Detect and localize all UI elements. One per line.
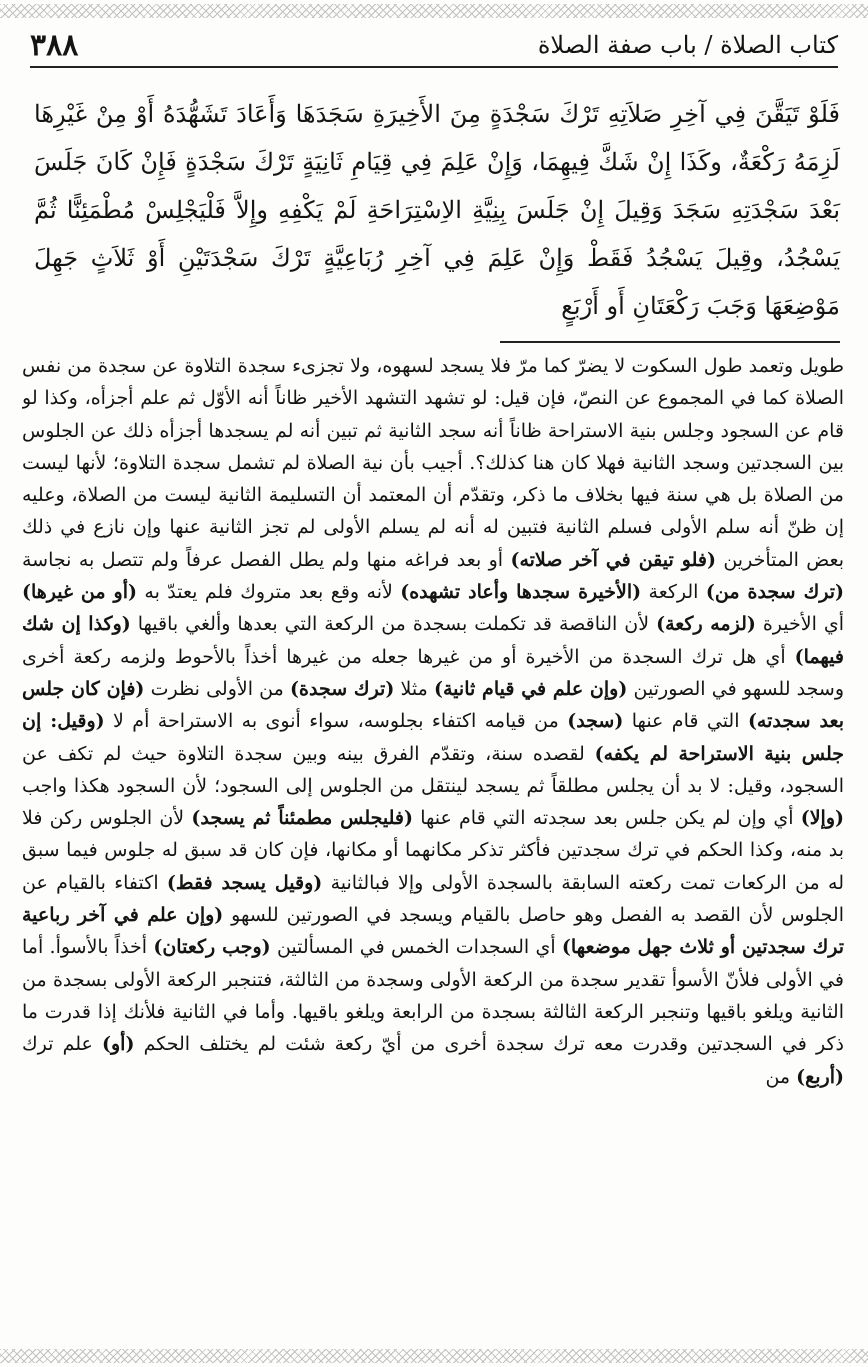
running-title: كتاب الصلاة / باب صفة الصلاة bbox=[537, 31, 838, 59]
commentary-segment: التي قام عنها bbox=[623, 710, 748, 733]
matn-text: فَلَوْ تَيَقَّنَ فِي آخِرِ صَلاَتِهِ تَرْكَ سَجْدَةٍ مِنَ الأَخِيرَةِ سَجَدَهَا وَأَعَادَ تَشَهُّدَهُ أَوْ مِنْ غَيْرِهَا لَزِمَهُ رَكْعَةٌ، وكَذَا إِنْ شَكَّ فِيهِمَا، وَإِنْ عَلِمَ فِي قِيَامِ ثَانِيَةٍ تَرْكَ سَجْدَةٍ فَإِنْ كَانَ جَلَسَ بَعْدَ سَجْدَتِهِ سَجَدَ وَقِيلَ إِنْ جَلَسَ بِنِيَّةِ الاِسْتِرَاحَةِ لَمْ يَكْفِهِ وإِلاَّ فَلْيَجْلِسْ مُطْمَئِنًّا ثُمَّ يَسْجُدُ، وقِيلَ يَسْجُدُ فَقَطْ وَإِنْ عَلِمَ فِي آخِرِ رُبَاعِيَّةٍ تَرْكَ سَجْدَتَيْنِ أَوْ ثَلاَثٍ جَهِلَ مَوْضِعَهَا وَجَبَ رَكْعَتَانِ أَو أَرْبَعٍ bbox=[34, 100, 841, 320]
commentary-segment: من bbox=[765, 1065, 797, 1088]
page-number: ٣٨٨ bbox=[30, 27, 79, 63]
commentary-segment: لأنه وقع بعد متروك فلم يعتدّ به bbox=[137, 581, 401, 604]
matn-quote: (الأخيرة سجدها وأعاد تشهده) bbox=[400, 581, 642, 604]
commentary-segment: أي وإن لم يكن جلس بعد سجدته التي قام عنها bbox=[412, 807, 801, 830]
matn-quote: (لزمه ركعة) bbox=[656, 613, 756, 636]
commentary-text bbox=[22, 350, 844, 1320]
top-ornament-border bbox=[0, 4, 868, 18]
commentary-segment: أي الأخيرة bbox=[755, 613, 844, 636]
matn-quote: (ترك سجدة من) bbox=[705, 581, 844, 604]
commentary-segment: أو بعد فراغه منها ولم يطل الفصل عرفاً ولم تتصل به نجاسة bbox=[22, 548, 511, 571]
matn-quote: (وقيل: إن جلس بنية الاستراحة لم يكفه) bbox=[22, 710, 844, 765]
commentary-segment: من قيامه اكتفاء بجلوسه، سواء أنوى به الاستراحة أم لا bbox=[104, 710, 568, 733]
commentary-segment: مثلا bbox=[394, 677, 434, 700]
commentary-segment: علم ترك bbox=[22, 1033, 103, 1056]
page-header bbox=[30, 24, 838, 68]
matn-quote: (فليجلس مطمئناً ثم يسجد) bbox=[191, 807, 413, 830]
commentary-segment: لأن الناقصة قد تكملت بسجدة من الركعة التي بعدها وألغي باقيها bbox=[130, 613, 657, 636]
commentary-segment: اكتفاء بالقيام عن الجلوس لأن القصد به الفصل وهو حاصل بالقيام ويسجد في الصورتين للسهو bbox=[22, 871, 844, 927]
matn-quote: (وكذا إن شك فيهما) bbox=[22, 613, 844, 668]
matn-quote: (فإن كان جلس بعد سجدته) bbox=[22, 677, 844, 733]
commentary-segment: لأن الجلوس ركن فلا بد منه، وكذا الحكم في ترك سجدتين فأكثر تذكر مكانهما أو مكانها، فإن كان قد سبق له جلوس فيما سبق له من الركعات تمت ركعته السابقة بالسجدة الأولى وإلا فبالثانية bbox=[22, 807, 844, 894]
footnote-divider bbox=[500, 341, 840, 343]
matn-quote: (فلو تيقن في آخر صلاته) bbox=[510, 548, 716, 571]
matn-quote: (وإن علم في آخر رباعية ترك سجدتين أو ثلاث جهل موضعها) bbox=[22, 904, 844, 959]
commentary-segment: أخذاً بالأسوأ. أما في الأولى فلأنّ الأسوأ تقدير سجدة من الركعة الأولى وسجدة من الثالثة، فتنجبر الركعة الأولى بسجدة من الثانية ويلغو باقيها وتنجبر الركعة الثالثة بسجدة من الرابعة ويلغو باقيها. وأما في الثانية فلأنك إذا قدرت ما ذكر في السجدتين وقدرت معه ترك سجدة أخرى من أيّ ركعة شئت لم يختلف الحكم bbox=[22, 936, 844, 1056]
matn-quote: (أربع) bbox=[796, 1065, 844, 1088]
matn-quote: (وجب ركعتان) bbox=[153, 936, 271, 959]
commentary-segment: من الأولى نظرت bbox=[144, 677, 291, 700]
matn-quote: (وإلا) bbox=[800, 807, 844, 830]
matn-quote: (سجد) bbox=[567, 710, 624, 733]
matn-quote: (وإن علم في قيام ثانية) bbox=[434, 677, 628, 700]
commentary-segment: أي هل ترك السجدة من الأخيرة أو من غيرها جعله من غيرها أخذاً بالأحوط ولزمه ركعة أخرى وسجد للسهو في الصورتين bbox=[22, 645, 844, 700]
matn-quote: (وقيل يسجد فقط) bbox=[166, 871, 323, 894]
commentary-segment: لقصده سنة، وتقدّم الفرق بينه وبين سجدة التلاوة حيث لم تكف عن السجود، وقيل: لا بد أن يجلس مطلقاً ثم يسجد لينتقل من الجلوس إلى السجود؛ لأن السجود هكذا واجب bbox=[22, 742, 844, 797]
matn-quote: (أو) bbox=[102, 1033, 135, 1056]
commentary-segment: طويل وتعمد طول السكوت لا يضرّ كما مرّ فلا يسجد لسهوه، ولا تجزىء سجدة التلاوة عن سجدة من نفس الصلاة كما في المجموع عن النصّ، فإن قيل: لو تشهد التشهد الأخير ظاناً أنه الأوّل ثم علم أجزأه، وكذا لو قام عن السجود وجلس بنية الاستراحة ظاناً أنه سجد الثانية ثم تبين أنه لم يسجدها أجزأه ذلك عن الجلوس بين السجدتين وسجد الثانية فهلا كان هنا كذلك؟. أجيب بأن نية الصلاة لم تشمل سجدة التلاوة؛ لأنها ليست من الصلاة بل هي سنة فيها بخلاف ما ذكر، وتقدّم أن المعتمد أن التسليمة الثانية ليست من الصلاة، وعليه إن ظنّ أنه سلم الأولى فسلم الثانية فتبين له أنه لم يسلم الأولى لم تجز الثانية عنها وإن نازع في ذلك بعض المتأخرين bbox=[22, 355, 844, 571]
matn-quote: (أو من غيرها) bbox=[22, 581, 137, 604]
matn-quote: (ترك سجدة) bbox=[290, 677, 395, 700]
commentary-segment: الركعة bbox=[641, 581, 706, 604]
bottom-ornament-border bbox=[0, 1349, 868, 1363]
commentary-segment: أي السجدات الخمس في المسألتين bbox=[270, 936, 562, 959]
